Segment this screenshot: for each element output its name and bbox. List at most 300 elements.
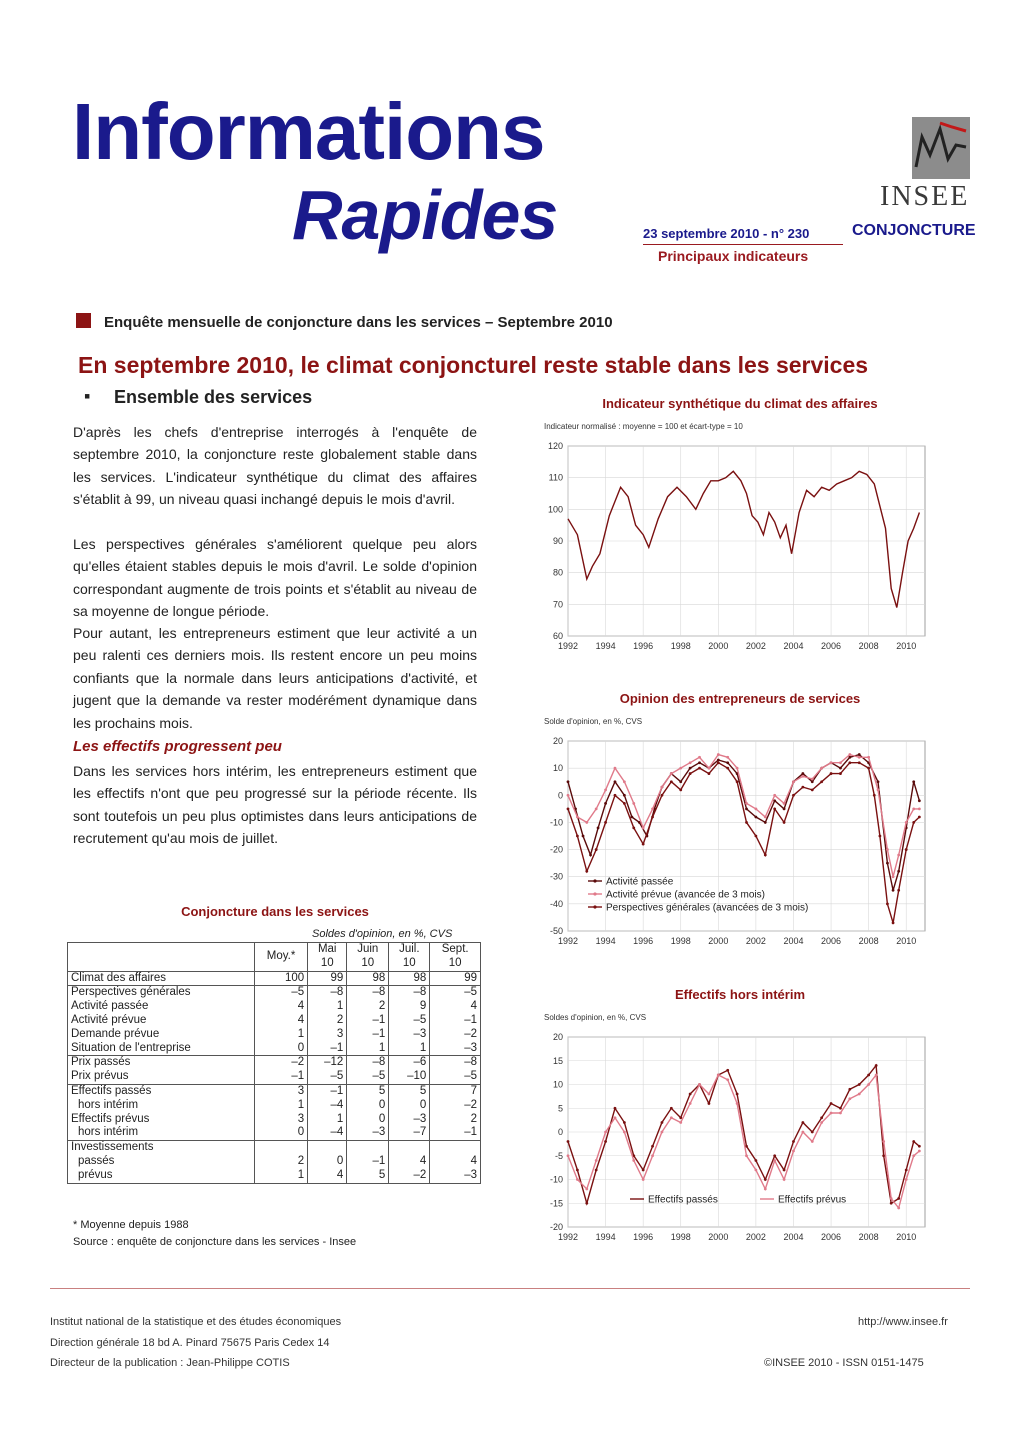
data-point <box>595 1169 598 1172</box>
data-point <box>623 1121 626 1124</box>
cell: –3 <box>389 1113 430 1127</box>
data-point <box>745 1154 748 1157</box>
data-point <box>848 753 851 756</box>
cell: 3 <box>308 1028 347 1042</box>
data-point <box>764 1178 767 1181</box>
data-point <box>745 821 748 824</box>
row-label: hors intérim <box>68 1126 255 1140</box>
cell: 0 <box>255 1126 308 1140</box>
section-label: Principaux indicateurs <box>658 248 809 264</box>
data-point <box>858 1093 861 1096</box>
footer-rule <box>50 1288 970 1289</box>
data-point <box>754 1159 757 1162</box>
data-point <box>792 794 795 797</box>
data-point <box>651 1145 654 1148</box>
table-row <box>68 1099 481 1113</box>
survey-title: Enquête mensuelle de conjoncture dans les services – Septembre 2010 <box>104 314 613 331</box>
y-tick-label: 100 <box>547 504 563 515</box>
table-header-col <box>430 943 481 972</box>
data-point <box>717 1074 720 1077</box>
data-point <box>783 821 786 824</box>
table-group <box>68 1056 481 1085</box>
cell: –2 <box>430 1028 481 1042</box>
data-point <box>792 1150 795 1153</box>
x-tick-label: 1994 <box>595 936 616 946</box>
data-point <box>567 794 570 797</box>
data-point <box>679 1121 682 1124</box>
data-point <box>830 772 833 775</box>
cell: 0 <box>255 1042 308 1056</box>
data-point <box>698 756 701 759</box>
cell: 4 <box>430 1155 481 1169</box>
data-point <box>811 780 814 783</box>
data-point <box>754 816 757 819</box>
data-point <box>651 807 654 810</box>
data-point <box>811 788 814 791</box>
data-point <box>792 780 795 783</box>
data-point <box>604 1140 607 1143</box>
legend-marker <box>593 892 596 895</box>
row-label: Activité prévue <box>68 1014 255 1028</box>
data-point <box>754 1169 757 1172</box>
y-tick-label: -5 <box>554 1150 563 1161</box>
data-point <box>689 772 692 775</box>
x-tick-label: 2000 <box>708 1232 729 1242</box>
data-point <box>604 788 607 791</box>
data-point <box>585 821 588 824</box>
cell: 0 <box>308 1155 347 1169</box>
data-point <box>736 780 739 783</box>
data-point <box>892 921 895 924</box>
x-tick-label: 1992 <box>557 641 579 651</box>
cell: –2 <box>389 1169 430 1183</box>
data-point <box>736 1093 739 1096</box>
data-point <box>882 1140 885 1143</box>
cell <box>255 1141 308 1155</box>
data-point <box>890 1197 893 1200</box>
data-point <box>576 816 579 819</box>
table-group <box>68 1084 481 1140</box>
header-year: 10 <box>448 956 462 969</box>
y-tick-label: -10 <box>549 1174 563 1185</box>
y-tick-label: -20 <box>549 844 563 855</box>
data-point <box>764 816 767 819</box>
legend-label: Activité passée <box>606 876 674 888</box>
data-point <box>879 835 882 838</box>
cell: 4 <box>389 1155 430 1169</box>
data-point <box>614 1107 617 1110</box>
cell: 5 <box>389 1084 430 1098</box>
data-point <box>875 1074 878 1077</box>
data-point <box>614 780 617 783</box>
data-point <box>820 780 823 783</box>
cell: –5 <box>430 986 481 1000</box>
data-point <box>801 786 804 789</box>
paragraph-4-heading: Les effectifs progressent peu <box>73 738 282 755</box>
data-point <box>567 1154 570 1157</box>
table-header-col <box>308 943 347 972</box>
cell <box>347 1141 389 1155</box>
data-point <box>912 780 915 783</box>
table-header-col <box>347 943 389 972</box>
data-point <box>839 761 842 764</box>
x-tick-label: 2000 <box>708 936 729 946</box>
cell: –6 <box>389 1056 430 1070</box>
chart3-note: Soldes d'opinion, en %, CVS <box>544 1013 647 1022</box>
conjoncture-table <box>67 942 481 1184</box>
cell: –1 <box>347 1014 389 1028</box>
bullet-square-icon <box>76 313 91 328</box>
data-point <box>764 821 767 824</box>
cell: –1 <box>430 1126 481 1140</box>
cell: 0 <box>347 1099 389 1113</box>
cell: –3 <box>389 1028 430 1042</box>
data-point <box>783 802 786 805</box>
cell: –2 <box>430 1099 481 1113</box>
y-tick-label: 20 <box>552 736 563 746</box>
x-tick-label: 2008 <box>858 1232 879 1242</box>
data-point <box>661 1121 664 1124</box>
data-point <box>567 1140 570 1143</box>
data-point <box>820 1116 823 1119</box>
y-tick-label: 60 <box>552 631 563 641</box>
data-point <box>897 870 900 873</box>
cell: 98 <box>347 971 389 986</box>
cell: 1 <box>389 1042 430 1056</box>
data-point <box>567 780 570 783</box>
data-point <box>905 848 908 851</box>
data-point <box>875 1064 878 1067</box>
cell: 3 <box>255 1113 308 1127</box>
y-tick-label: 0 <box>557 1127 563 1137</box>
chart-climat-affaires <box>530 436 940 656</box>
data-point <box>918 807 921 810</box>
row-label: Prix prévus <box>68 1070 255 1084</box>
data-point <box>801 772 804 775</box>
y-tick-label: 90 <box>552 536 563 546</box>
data-point <box>630 816 633 819</box>
cell: –1 <box>308 1042 347 1056</box>
y-tick-label: -10 <box>549 817 563 828</box>
y-tick-label: 15 <box>552 1055 563 1066</box>
cell: 100 <box>255 971 308 986</box>
header-month: Juil. <box>399 943 420 955</box>
x-tick-label: 2002 <box>745 936 766 946</box>
data-point <box>567 807 570 810</box>
legend-marker <box>593 879 596 882</box>
data-point <box>717 759 720 762</box>
paragraph-1: D'après les chefs d'entreprise interrogés à l'enquête de septembre 2010, la conjoncture reste globalement stable dans les services. L'indicateur synthétique du climat des affaires s'établit à 99, un niveau quasi inchangé depuis le mois d'avril. <box>73 424 477 508</box>
data-point <box>589 854 592 857</box>
x-tick-label: 2010 <box>896 641 917 651</box>
data-point <box>632 1159 635 1162</box>
x-tick-label: 1992 <box>557 936 579 946</box>
table-row <box>68 1042 481 1056</box>
chart3-title: Effectifs hors intérim <box>674 987 806 1002</box>
table-footnote: * Moyenne depuis 1988 <box>73 1219 189 1231</box>
data-point <box>848 1097 851 1100</box>
x-tick-label: 2000 <box>708 641 729 651</box>
cell <box>389 1141 430 1155</box>
masthead-title-line1: Informations <box>72 87 545 176</box>
data-point <box>708 767 711 770</box>
cell: –8 <box>430 1056 481 1070</box>
cell: –3 <box>430 1169 481 1183</box>
data-point <box>886 902 889 905</box>
data-point <box>679 780 682 783</box>
row-label: Activité passée <box>68 1000 255 1014</box>
issue-underline <box>643 244 843 245</box>
logo-subtitle: CONJONCTURE <box>852 222 976 239</box>
data-point <box>661 786 664 789</box>
issue-date-number: 23 septembre 2010 - n° 230 <box>643 226 810 241</box>
paragraph-2: Les perspectives générales s'améliorent quelque peu alors qu'elles étaient stables depuis le mois d'avril. Le solde d'opinion correspondant augmente de trois points et s'établit au niveau de sa moyenne de longue période. <box>73 536 477 620</box>
table-row <box>68 1084 481 1098</box>
cell: –4 <box>308 1126 347 1140</box>
data-point <box>726 761 729 764</box>
cell: 1 <box>255 1169 308 1183</box>
data-point <box>839 767 842 770</box>
row-label: Effectifs passés <box>68 1084 255 1098</box>
data-point <box>708 1093 711 1096</box>
data-point <box>726 1069 729 1072</box>
cell: –8 <box>308 986 347 1000</box>
data-point <box>858 753 861 756</box>
cell: –12 <box>308 1056 347 1070</box>
table-row <box>68 1155 481 1169</box>
data-point <box>670 780 673 783</box>
data-point <box>912 1154 915 1157</box>
data-point <box>604 802 607 805</box>
data-point <box>773 799 776 802</box>
footer-address: Direction générale 18 bd A. Pinard 75675 Paris Cedex 14 <box>50 1337 330 1349</box>
cell: –7 <box>389 1126 430 1140</box>
x-tick-label: 2002 <box>745 1232 766 1242</box>
data-point <box>912 807 915 810</box>
y-tick-label: 120 <box>547 441 563 451</box>
cell: –5 <box>389 1014 430 1028</box>
x-tick-label: 2006 <box>821 641 842 651</box>
data-point <box>623 794 626 797</box>
legend-label: Effectifs prévus <box>778 1194 847 1206</box>
cell: 3 <box>255 1084 308 1098</box>
data-point <box>670 1116 673 1119</box>
data-point <box>736 767 739 770</box>
table-row <box>68 1056 481 1070</box>
subhead-bullet-icon: ▪ <box>84 386 91 406</box>
row-label: hors intérim <box>68 1099 255 1113</box>
data-point <box>595 848 598 851</box>
y-tick-label: 0 <box>557 790 563 801</box>
data-point <box>848 1088 851 1091</box>
cell: –4 <box>308 1099 347 1113</box>
data-point <box>595 1159 598 1162</box>
data-point <box>698 767 701 770</box>
y-tick-label: 110 <box>548 472 563 483</box>
table-row <box>68 1000 481 1014</box>
data-point <box>839 1107 842 1110</box>
data-point <box>623 780 626 783</box>
table-row <box>68 971 481 986</box>
cell: 1 <box>308 1000 347 1014</box>
header-year: 10 <box>320 956 334 969</box>
data-point <box>897 889 900 892</box>
header-year: 10 <box>402 956 416 969</box>
cell: 1 <box>347 1042 389 1056</box>
cell: –5 <box>255 986 308 1000</box>
data-point <box>773 1159 776 1162</box>
data-point <box>801 1131 804 1134</box>
data-point <box>614 1116 617 1119</box>
data-point <box>698 761 701 764</box>
table-group <box>68 986 481 1056</box>
x-tick-label: 2004 <box>783 641 804 651</box>
table-row <box>68 1070 481 1084</box>
x-tick-label: 1992 <box>557 1232 579 1242</box>
data-point <box>576 1178 579 1181</box>
row-label: Investissements <box>68 1141 255 1155</box>
data-point <box>689 1102 692 1105</box>
row-label: Situation de l'entreprise <box>68 1042 255 1056</box>
cell: –5 <box>347 1070 389 1084</box>
data-point <box>754 807 757 810</box>
paragraph-3: Pour autant, les entrepreneurs estiment que leur activité a un peu ralenti ces derniers mois. Ils restent encore un peu moins confiants que la normale dans leurs anticipations d'activité, et jugent que la demande va rester modérément dynamique dans les prochains mois. <box>73 625 477 731</box>
row-label: Effectifs prévus <box>68 1113 255 1127</box>
table-row <box>68 1014 481 1028</box>
cell: –3 <box>347 1126 389 1140</box>
data-point <box>877 788 880 791</box>
x-tick-label: 2010 <box>896 1232 917 1242</box>
data-point <box>897 1207 900 1210</box>
x-tick-label: 2010 <box>896 936 917 946</box>
x-tick-label: 2008 <box>858 936 879 946</box>
cell <box>430 1141 481 1155</box>
data-point <box>576 835 579 838</box>
table-row <box>68 1028 481 1042</box>
footer-institute: Institut national de la statistique et des études économiques <box>50 1316 342 1328</box>
table-group <box>68 971 481 986</box>
data-point <box>632 802 635 805</box>
footer-copyright: ©INSEE 2010 - ISSN 0151-1475 <box>764 1357 924 1369</box>
data-point <box>604 1131 607 1134</box>
data-point <box>726 1078 729 1081</box>
data-point <box>886 848 889 851</box>
cell: 5 <box>347 1169 389 1183</box>
data-point <box>726 767 729 770</box>
cell: –1 <box>308 1084 347 1098</box>
insee-logo-icon <box>912 117 970 179</box>
cell: –8 <box>389 986 430 1000</box>
data-point <box>708 772 711 775</box>
x-tick-label: 1998 <box>670 641 691 651</box>
data-point <box>839 1112 842 1115</box>
data-point <box>726 756 729 759</box>
data-point <box>679 788 682 791</box>
data-point <box>830 761 833 764</box>
data-point <box>576 1169 579 1172</box>
data-point <box>597 826 600 829</box>
data-point <box>918 816 921 819</box>
chart2-title: Opinion des entrepreneurs de services <box>619 691 861 706</box>
data-point <box>867 1083 870 1086</box>
data-point <box>877 780 880 783</box>
data-point <box>670 1107 673 1110</box>
legend-label: Effectifs passés <box>648 1194 718 1206</box>
legend-label: Perspectives générales (avancées de 3 mois) <box>606 902 809 914</box>
cell: 2 <box>255 1155 308 1169</box>
cell: 5 <box>347 1084 389 1098</box>
x-tick-label: 2006 <box>821 1232 842 1242</box>
cell: 2 <box>347 1000 389 1014</box>
data-point <box>890 1202 893 1205</box>
headline: En septembre 2010, le climat conjoncturel reste stable dans les services <box>78 352 869 378</box>
y-tick-label: -50 <box>549 926 563 936</box>
data-point <box>811 778 814 781</box>
cell: 4 <box>255 1000 308 1014</box>
x-tick-label: 2002 <box>745 641 766 651</box>
paragraph-4: Dans les services hors intérim, les entrepreneurs estiment que les effectifs n'ont que peu progressé sur la période récente. Ils sont toutefois un peu plus optimistes dans leurs anticipations de recrutement qu'au mois de juillet. <box>73 763 477 847</box>
data-point <box>830 1102 833 1105</box>
data-point <box>848 761 851 764</box>
cell <box>308 1141 347 1155</box>
table-header-label <box>68 943 255 972</box>
cell: 1 <box>255 1099 308 1113</box>
cell: 9 <box>389 1000 430 1014</box>
data-point <box>867 1074 870 1077</box>
data-point <box>783 1169 786 1172</box>
cell: 2 <box>430 1113 481 1127</box>
data-point <box>830 1112 833 1115</box>
y-tick-label: -15 <box>549 1198 563 1209</box>
y-tick-label: 10 <box>552 1079 563 1090</box>
data-point <box>897 1197 900 1200</box>
data-point <box>661 1131 664 1134</box>
data-point <box>897 854 900 857</box>
y-tick-label: 70 <box>552 599 563 610</box>
footer-url[interactable]: http://www.insee.fr <box>858 1316 948 1328</box>
x-tick-label: 1998 <box>670 936 691 946</box>
data-point <box>811 1131 814 1134</box>
cell: 98 <box>389 971 430 986</box>
header-year: 10 <box>361 956 375 969</box>
legend-label: Activité prévue (avancée de 3 mois) <box>606 889 765 901</box>
row-label: Demande prévue <box>68 1028 255 1042</box>
chart2-note: Solde d'opinion, en %, CVS <box>544 717 643 726</box>
cell: –3 <box>430 1042 481 1056</box>
cell: 1 <box>255 1028 308 1042</box>
row-label: Perspectives générales <box>68 986 255 1000</box>
footer-director: Directeur de la publication : Jean-Philippe COTIS <box>50 1357 290 1369</box>
data-point <box>858 756 861 759</box>
table-title: Conjoncture dans les services <box>181 904 369 919</box>
table-note: Soldes d'opinion, en %, CVS <box>312 928 453 940</box>
data-point <box>882 1154 885 1157</box>
row-label: Prix passés <box>68 1056 255 1070</box>
data-point <box>918 1150 921 1153</box>
cell: –1 <box>430 1014 481 1028</box>
masthead-title-line2: Rapides <box>292 176 558 254</box>
data-point <box>689 767 692 770</box>
row-label: prévus <box>68 1169 255 1183</box>
cell: –8 <box>347 1056 389 1070</box>
data-point <box>905 821 908 824</box>
table-header-col <box>389 943 430 972</box>
cell: 0 <box>347 1113 389 1127</box>
chart-opinion-entrepreneurs <box>530 731 940 951</box>
data-point <box>604 821 607 824</box>
data-point <box>820 1121 823 1124</box>
cell: 99 <box>308 971 347 986</box>
